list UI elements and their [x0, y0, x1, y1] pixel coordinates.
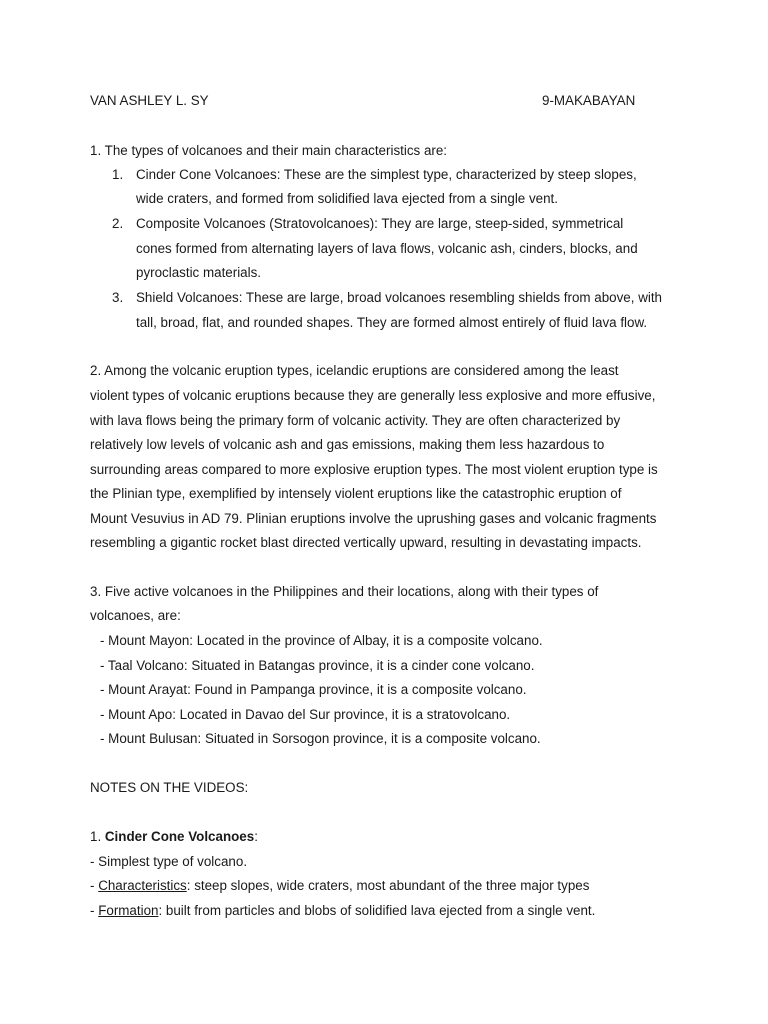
list-item-text: wide craters, and formed from solidified lava ejected from a single vent. [136, 191, 559, 206]
list-item: - Mount Arayat: Found in Pampanga province, it is a composite volcano. [100, 682, 527, 697]
student-name: VAN ASHLEY L. SY [90, 93, 209, 108]
list-item-text: cones formed from alternating layers of lava flows, volcanic ash, cinders, blocks, and [136, 241, 638, 256]
list-item: - Simplest type of volcano. [90, 854, 248, 869]
formation-label: Formation [98, 903, 159, 918]
list-item [90, 878, 589, 894]
notes-section-title [90, 829, 258, 845]
q3-intro: volcanoes, are: [90, 608, 181, 623]
list-item: - Mount Mayon: Located in the province of Albay, it is a composite volcano. [100, 633, 543, 648]
list-item: - Mount Apo: Located in Davao del Sur province, it is a stratovolcano. [100, 707, 511, 722]
paragraph-line: surrounding areas compared to more explosive eruption types. The most violent eruption type is [90, 462, 658, 477]
section-title-bold: Cinder Cone Volcanoes [104, 829, 255, 844]
paragraph-line: relatively low levels of volcanic ash and gas emissions, making them less hazardous to [90, 437, 605, 452]
paragraph-line: Mount Vesuvius in AD 79. Plinian eruptions involve the uprushing gases and volcanic fragments [90, 511, 657, 526]
list-item [90, 903, 595, 919]
q3-intro: 3. Five active volcanoes in the Philippines and their locations, along with their types of [90, 584, 599, 599]
list-item-text: Shield Volcanoes: These are large, broad volcanoes resembling shields from above, with [136, 290, 663, 305]
characteristics-text: : steep slopes, wide craters, most abundant of the three major types [186, 878, 590, 893]
list-item-text: Composite Volcanoes (Stratovolcanoes): They are large, steep-sided, symmetrical [136, 216, 624, 231]
list-item-text: pyroclastic materials. [136, 265, 262, 280]
bullet-dash: - [90, 903, 99, 918]
list-item: - Taal Volcano: Situated in Batangas province, it is a cinder cone volcano. [100, 658, 535, 673]
paragraph-line: the Plinian type, exemplified by intensely violent eruptions like the catastrophic eruption of [90, 486, 622, 501]
list-number: 2. [112, 216, 124, 231]
paragraph-line: resembling a gigantic rocket blast directed vertically upward, resulting in devastating impacts. [90, 535, 642, 550]
list-item-text: Cinder Cone Volcanoes: These are the simplest type, characterized by steep slopes, [136, 167, 637, 182]
list-item: - Mount Bulusan: Situated in Sorsogon province, it is a composite volcano. [100, 731, 541, 746]
formation-text: : built from particles and blobs of solidified lava ejected from a single vent. [158, 903, 596, 918]
section-title-colon: : [254, 829, 258, 844]
notes-heading: NOTES ON THE VIDEOS: [90, 780, 249, 795]
q1-intro: 1. The types of volcanoes and their main characteristics are: [90, 143, 448, 158]
paragraph-line: with lava flows being the primary form of volcanic activity. They are often characterized by [90, 413, 621, 428]
paragraph-line: 2. Among the volcanic eruption types, icelandic eruptions are considered among the least [90, 363, 619, 378]
student-section: 9-MAKABAYAN [542, 93, 636, 108]
section-number: 1. [90, 829, 105, 844]
characteristics-label: Characteristics [98, 878, 187, 893]
paragraph-line: violent types of volcanic eruptions because they are generally less explosive and more effusive, [90, 388, 656, 403]
bullet-dash: - [90, 878, 99, 893]
list-item-text: tall, broad, flat, and rounded shapes. They are formed almost entirely of fluid lava flow. [136, 315, 648, 330]
list-number: 3. [112, 290, 124, 305]
list-number: 1. [112, 167, 124, 182]
